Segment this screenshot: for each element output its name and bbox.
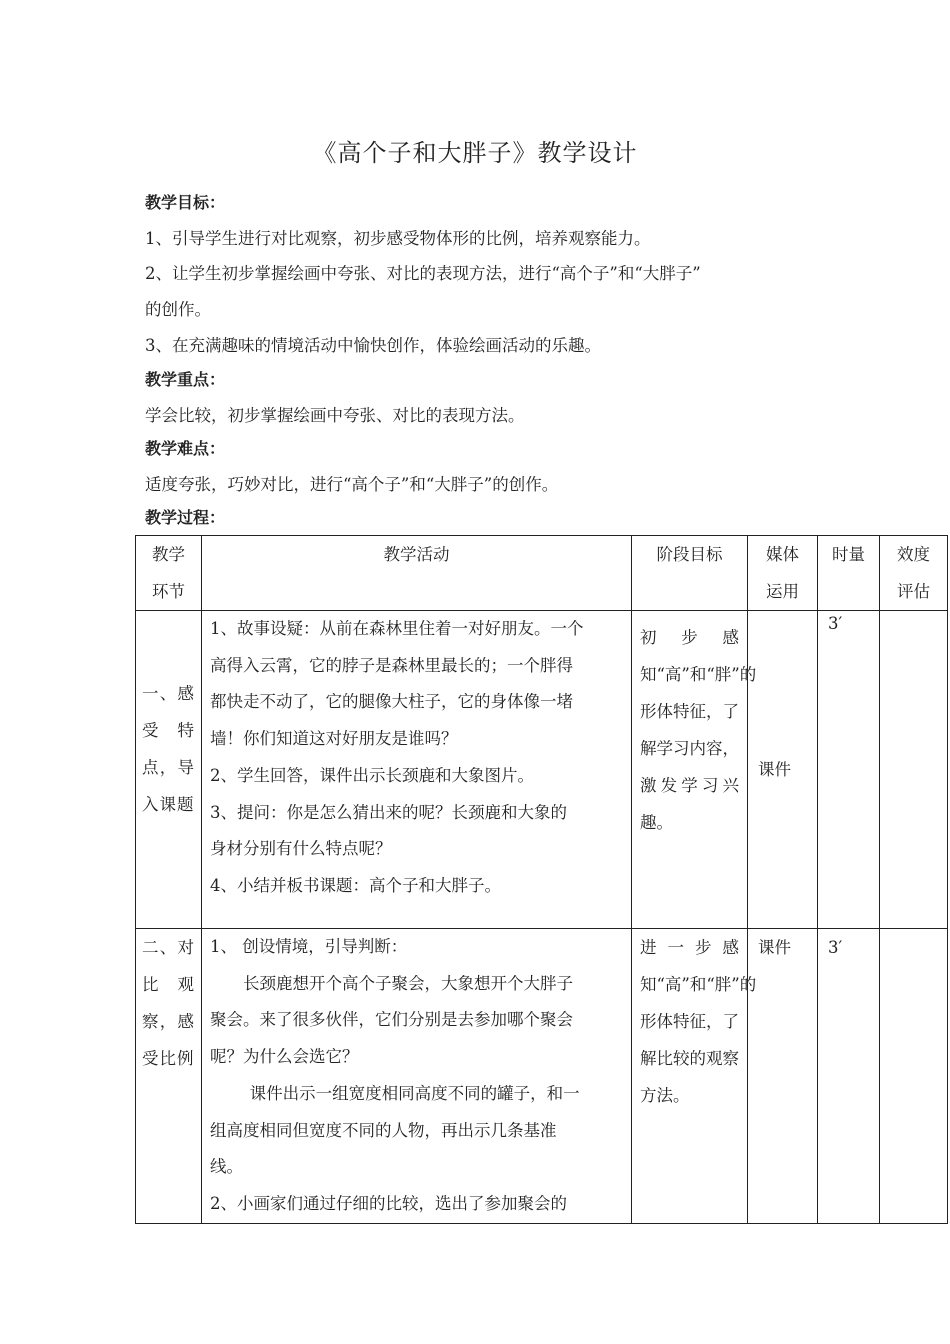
table-row xyxy=(136,611,948,929)
table-header-row xyxy=(136,536,948,611)
eval-cell xyxy=(880,929,948,1224)
objective-item: 2、让学生初步掌握绘画中夸张、对比的表现方法，进行“高个子”和“大胖子” xyxy=(145,264,701,283)
key-point-text: 学会比较，初步掌握绘画中夸张、对比的表现方法。 xyxy=(145,406,525,425)
objective-item: 3、在充满趣味的情境活动中愉快创作，体验绘画活动的乐趣。 xyxy=(145,336,601,355)
activity-cell: 1、故事设疑：从前在森林里住着一对好朋友。一个 高得入云霄，它的脖子是森林里最长的；一个胖得 都快走不动了，它的腿像大柱子，它的身体像一堵 墙！你们知道这对好朋友是谁吗？ 2、学生回答，课件出示长颈鹿和大象图片。 3、提问：你是怎么猜出来的呢？长颈鹿和大象的 身材分别有什么特点呢？ 4、小结并板书课题：高个子和大胖子。 xyxy=(202,611,632,929)
difficulty-heading: 教学难点： xyxy=(145,439,226,458)
objective-item: 的创作。 xyxy=(145,300,211,319)
stage-cell: 二、对比观察，感受比例 xyxy=(136,929,202,1224)
key-point-heading: 教学重点： xyxy=(145,370,226,389)
table-row xyxy=(136,929,948,1224)
header-eval: 效度 评估 xyxy=(880,536,948,611)
process-heading: 教学过程： xyxy=(145,508,226,527)
header-activity: 教学活动 xyxy=(202,536,632,611)
document-title: 《高个子和大胖子》教学设计 xyxy=(312,139,638,167)
media-cell: 课件 xyxy=(748,929,818,1224)
header-stage: 教学 环节 xyxy=(136,536,202,611)
activity-cell: 1、 创设情境，引导判断： 长颈鹿想开个高个子聚会，大象想开个大胖子 聚会。来了很多伙伴，它们分别是去参加哪个聚会 呢？为什么会选它？ 课件出示一组宽度相同高度不同的罐子，和一 组高度相同但宽度不同的人物，再出示几条基准 线。 2、小画家们通过仔细的比较，选出了参加聚会的 xyxy=(202,929,632,1224)
header-media: 媒体 运用 xyxy=(748,536,818,611)
goal-cell: 进一步感知“高”和“胖”的形体特征，了解比较的观察方法。 xyxy=(632,929,748,1224)
time-cell: 3′ xyxy=(818,611,880,929)
objective-item: 1、引导学生进行对比观察，初步感受物体形的比例，培养观察能力。 xyxy=(145,229,651,248)
header-goal: 阶段目标 xyxy=(632,536,748,611)
time-cell: 3′ xyxy=(818,929,880,1224)
stage-cell: 一、感受特点，导入课题 xyxy=(136,611,202,929)
difficulty-text: 适度夸张，巧妙对比，进行“高个子”和“大胖子”的创作。 xyxy=(145,475,559,494)
goal-cell: 初步感知“高”和“胖”的形体特征，了解学习内容，激发学习兴趣。 xyxy=(632,611,748,929)
media-cell: 课件 xyxy=(748,611,818,929)
objectives-heading: 教学目标： xyxy=(145,193,226,212)
header-time: 时量 xyxy=(818,536,880,611)
eval-cell xyxy=(880,611,948,929)
teaching-process-table xyxy=(135,535,948,1224)
